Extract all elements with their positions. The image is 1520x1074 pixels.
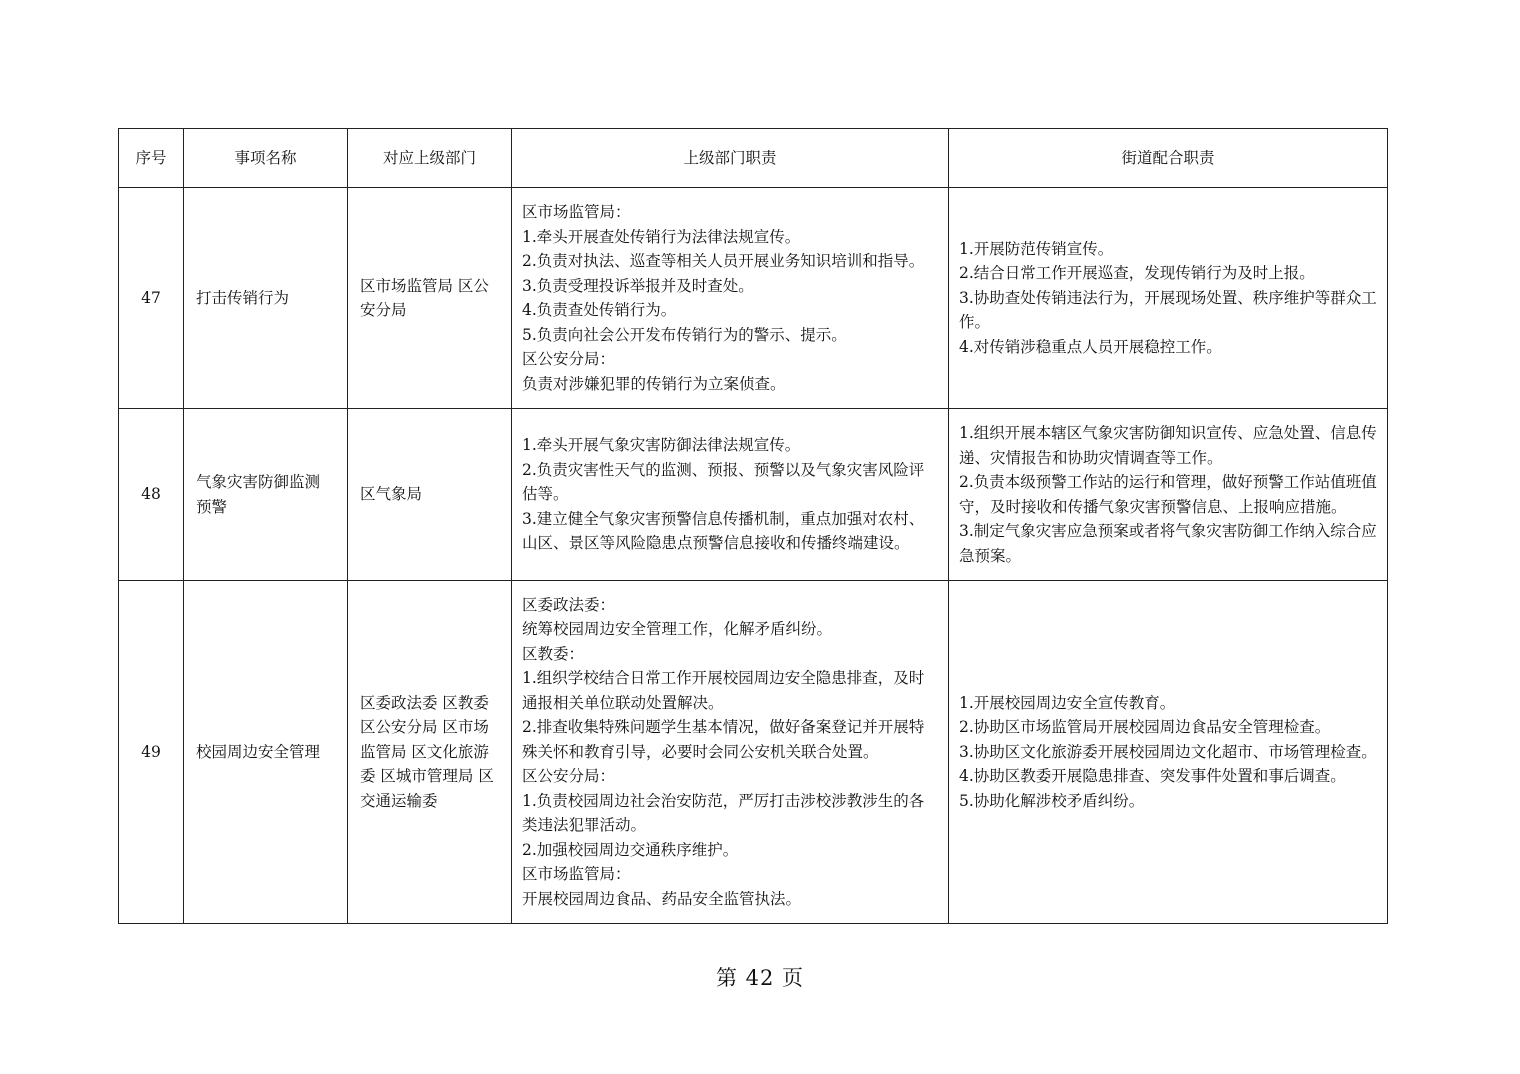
table-row <box>119 409 1388 581</box>
duty-line: 3.建立健全气象灾害预警信息传播机制，重点加强对农村、山区、景区等风险隐患点预警信息接收和传播终端建设。 <box>522 509 925 553</box>
duty-line: 1.负责校园周边社会治安防范，严厉打击涉校涉教涉生的各类违法犯罪活动。 <box>522 791 925 835</box>
street-duties-cell <box>949 581 1388 924</box>
item-name: 校园周边安全管理 <box>184 581 348 924</box>
duty-line: 1.开展校园周边安全宣传教育。 <box>959 693 1176 712</box>
duty-table <box>118 128 1388 924</box>
duty-line: 区公安分局： <box>522 767 616 786</box>
duty-line: 2.结合日常工作开展巡查，发现传销行为及时上报。 <box>959 264 1315 283</box>
duty-line: 4.对传销涉稳重点人员开展稳控工作。 <box>959 337 1222 356</box>
street-duties-cell <box>949 188 1388 409</box>
row-number: 48 <box>119 409 184 581</box>
duty-line: 1.组织开展本辖区气象灾害防御知识宣传、应急处置、信息传递、灾情报告和协助灾情调查等工作。 <box>959 424 1377 467</box>
upper-dept: 区气象局 <box>348 409 512 581</box>
street-duties-cell <box>949 409 1388 581</box>
duty-line: 区教委： <box>522 644 585 663</box>
header-item-name: 事项名称 <box>184 129 348 188</box>
upper-dept: 区委政法委 区教委 区公安分局 区市场监管局 区文化旅游委 区城市管理局 区交通运输委 <box>348 581 512 924</box>
duty-line: 区公安分局： <box>522 350 616 368</box>
duty-line: 区市场监管局： <box>522 865 631 884</box>
duty-line: 2.负责本级预警工作站的运行和管理，做好预警工作站值班值守，及时接收和传播气象灾害预警信息、上报响应措施。 <box>959 473 1377 516</box>
table-row <box>119 581 1388 924</box>
duty-line: 5.协助化解涉校矛盾纠纷。 <box>959 791 1145 810</box>
upper-duties-cell <box>512 409 949 581</box>
duty-line: 2.协助区市场监管局开展校园周边食品安全管理检查。 <box>959 718 1331 737</box>
duty-line: 2.负责灾害性天气的监测、预报、预警以及气象灾害风险评估等。 <box>522 460 925 504</box>
duty-line: 3.制定气象灾害应急预案或者将气象灾害防御工作纳入综合应急预案。 <box>959 522 1377 565</box>
upper-duties-cell <box>512 581 949 924</box>
duty-line: 1.牵头开展气象灾害防御法律法规宣传。 <box>522 436 801 455</box>
duty-line: 2.加强校园周边交通秩序维护。 <box>522 840 739 859</box>
duty-line: 1.开展防范传销宣传。 <box>959 239 1114 258</box>
duty-line: 1.牵头开展查处传销行为法律法规宣传。 <box>522 227 801 246</box>
table-header-row <box>119 129 1388 188</box>
row-number: 49 <box>119 581 184 924</box>
header-dept: 对应上级部门 <box>348 129 512 188</box>
duty-line: 统筹校园周边安全管理工作，化解矛盾纠纷。 <box>522 620 833 639</box>
item-name: 气象灾害防御监测预警 <box>184 409 348 581</box>
row-number: 47 <box>119 188 184 409</box>
duty-line: 4.协助区教委开展隐患排查、突发事件处置和事后调查。 <box>959 767 1346 786</box>
table-row <box>119 188 1388 409</box>
duty-line: 3.负责受理投诉举报并及时查处。 <box>522 276 754 295</box>
duty-line: 区市场监管局： <box>522 203 631 221</box>
duty-line: 1.组织学校结合日常工作开展校园周边安全隐患排查，及时通报相关单位联动处置解决。 <box>522 669 925 712</box>
header-upper-duties: 上级部门职责 <box>512 129 949 188</box>
page-number: 第 42 页 <box>715 966 805 990</box>
duty-line: 开展校园周边食品、药品安全监管执法。 <box>522 889 802 908</box>
duty-line: 3.协助查处传销违法行为，开展现场处置、秩序维护等群众工作。 <box>959 288 1377 332</box>
header-street-duties: 街道配合职责 <box>949 129 1388 188</box>
duty-line: 4.负责查处传销行为。 <box>522 301 677 319</box>
duty-line: 负责对涉嫌犯罪的传销行为立案侦查。 <box>522 374 786 393</box>
duty-line: 区委政法委： <box>522 595 616 614</box>
duty-line: 2.负责对执法、巡查等相关人员开展业务知识培训和指导。 <box>522 252 925 270</box>
item-name: 打击传销行为 <box>184 188 348 409</box>
upper-duties-cell <box>512 188 949 409</box>
duty-line: 5.负责向社会公开发布传销行为的警示、提示。 <box>522 325 847 344</box>
upper-dept: 区市场监管局 区公安分局 <box>348 188 512 409</box>
duty-line: 3.协助区文化旅游委开展校园周边文化超市、市场管理检查。 <box>959 742 1377 761</box>
duty-line: 2.排查收集特殊问题学生基本情况，做好备案登记并开展特殊关怀和教育引导，必要时会同公安机关联合处置。 <box>522 718 925 761</box>
header-seq: 序号 <box>119 129 184 188</box>
